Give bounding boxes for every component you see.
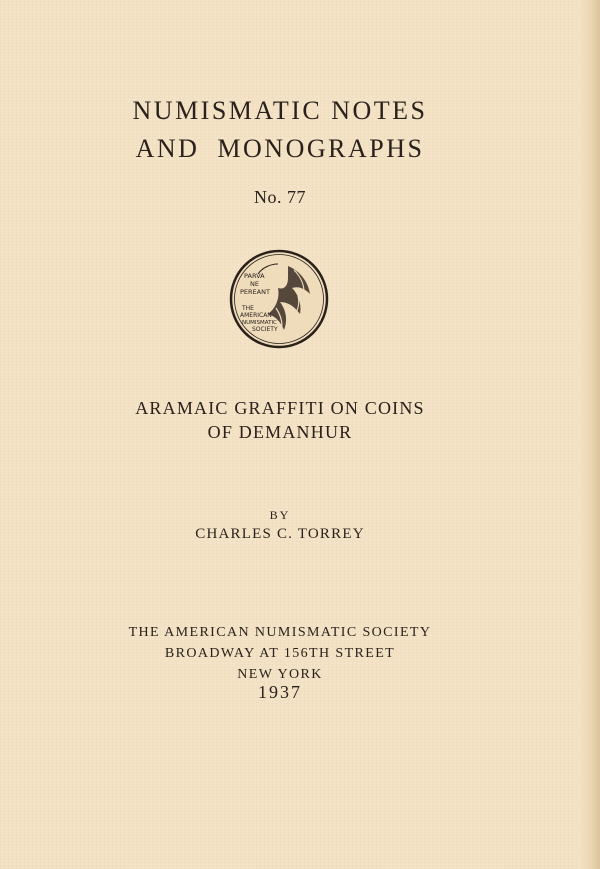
seal-text-4: THE [242,305,254,312]
seal-text-1: PARVA [244,272,265,280]
monograph-title [0,396,560,444]
seal-text-7: SOCIETY [252,326,278,333]
monograph-title-line-1: ARAMAIC GRAFFITI ON COINS [135,398,425,418]
seal-text-3: PEREANT [240,288,270,296]
author-name: CHARLES C. TORREY [195,526,365,542]
society-seal-icon [228,248,330,350]
series-title-line-1: NUMISMATIC NOTES [132,96,428,125]
publisher-block [0,622,560,685]
publisher-line-1: THE AMERICAN NUMISMATIC SOCIETY [128,625,432,640]
monograph-title-line-2: OF DEMANHUR [207,422,353,442]
seal-text-5: AMERICAN [240,312,272,319]
publisher-line-2: BROADWAY AT 156TH STREET [164,646,396,661]
seal-text-6: NUMISMATIC [242,320,277,326]
issue-number: No. 77 [254,187,306,207]
publisher-line-3: NEW YORK [237,667,323,682]
cover-edge [578,0,600,869]
publication-year: 1937 [258,682,302,702]
seal-text-2: NE [250,280,259,288]
by-label: BY [269,508,291,522]
series-title-line-2: AND MONOGRAPHS [135,134,425,163]
series-title [0,92,560,168]
